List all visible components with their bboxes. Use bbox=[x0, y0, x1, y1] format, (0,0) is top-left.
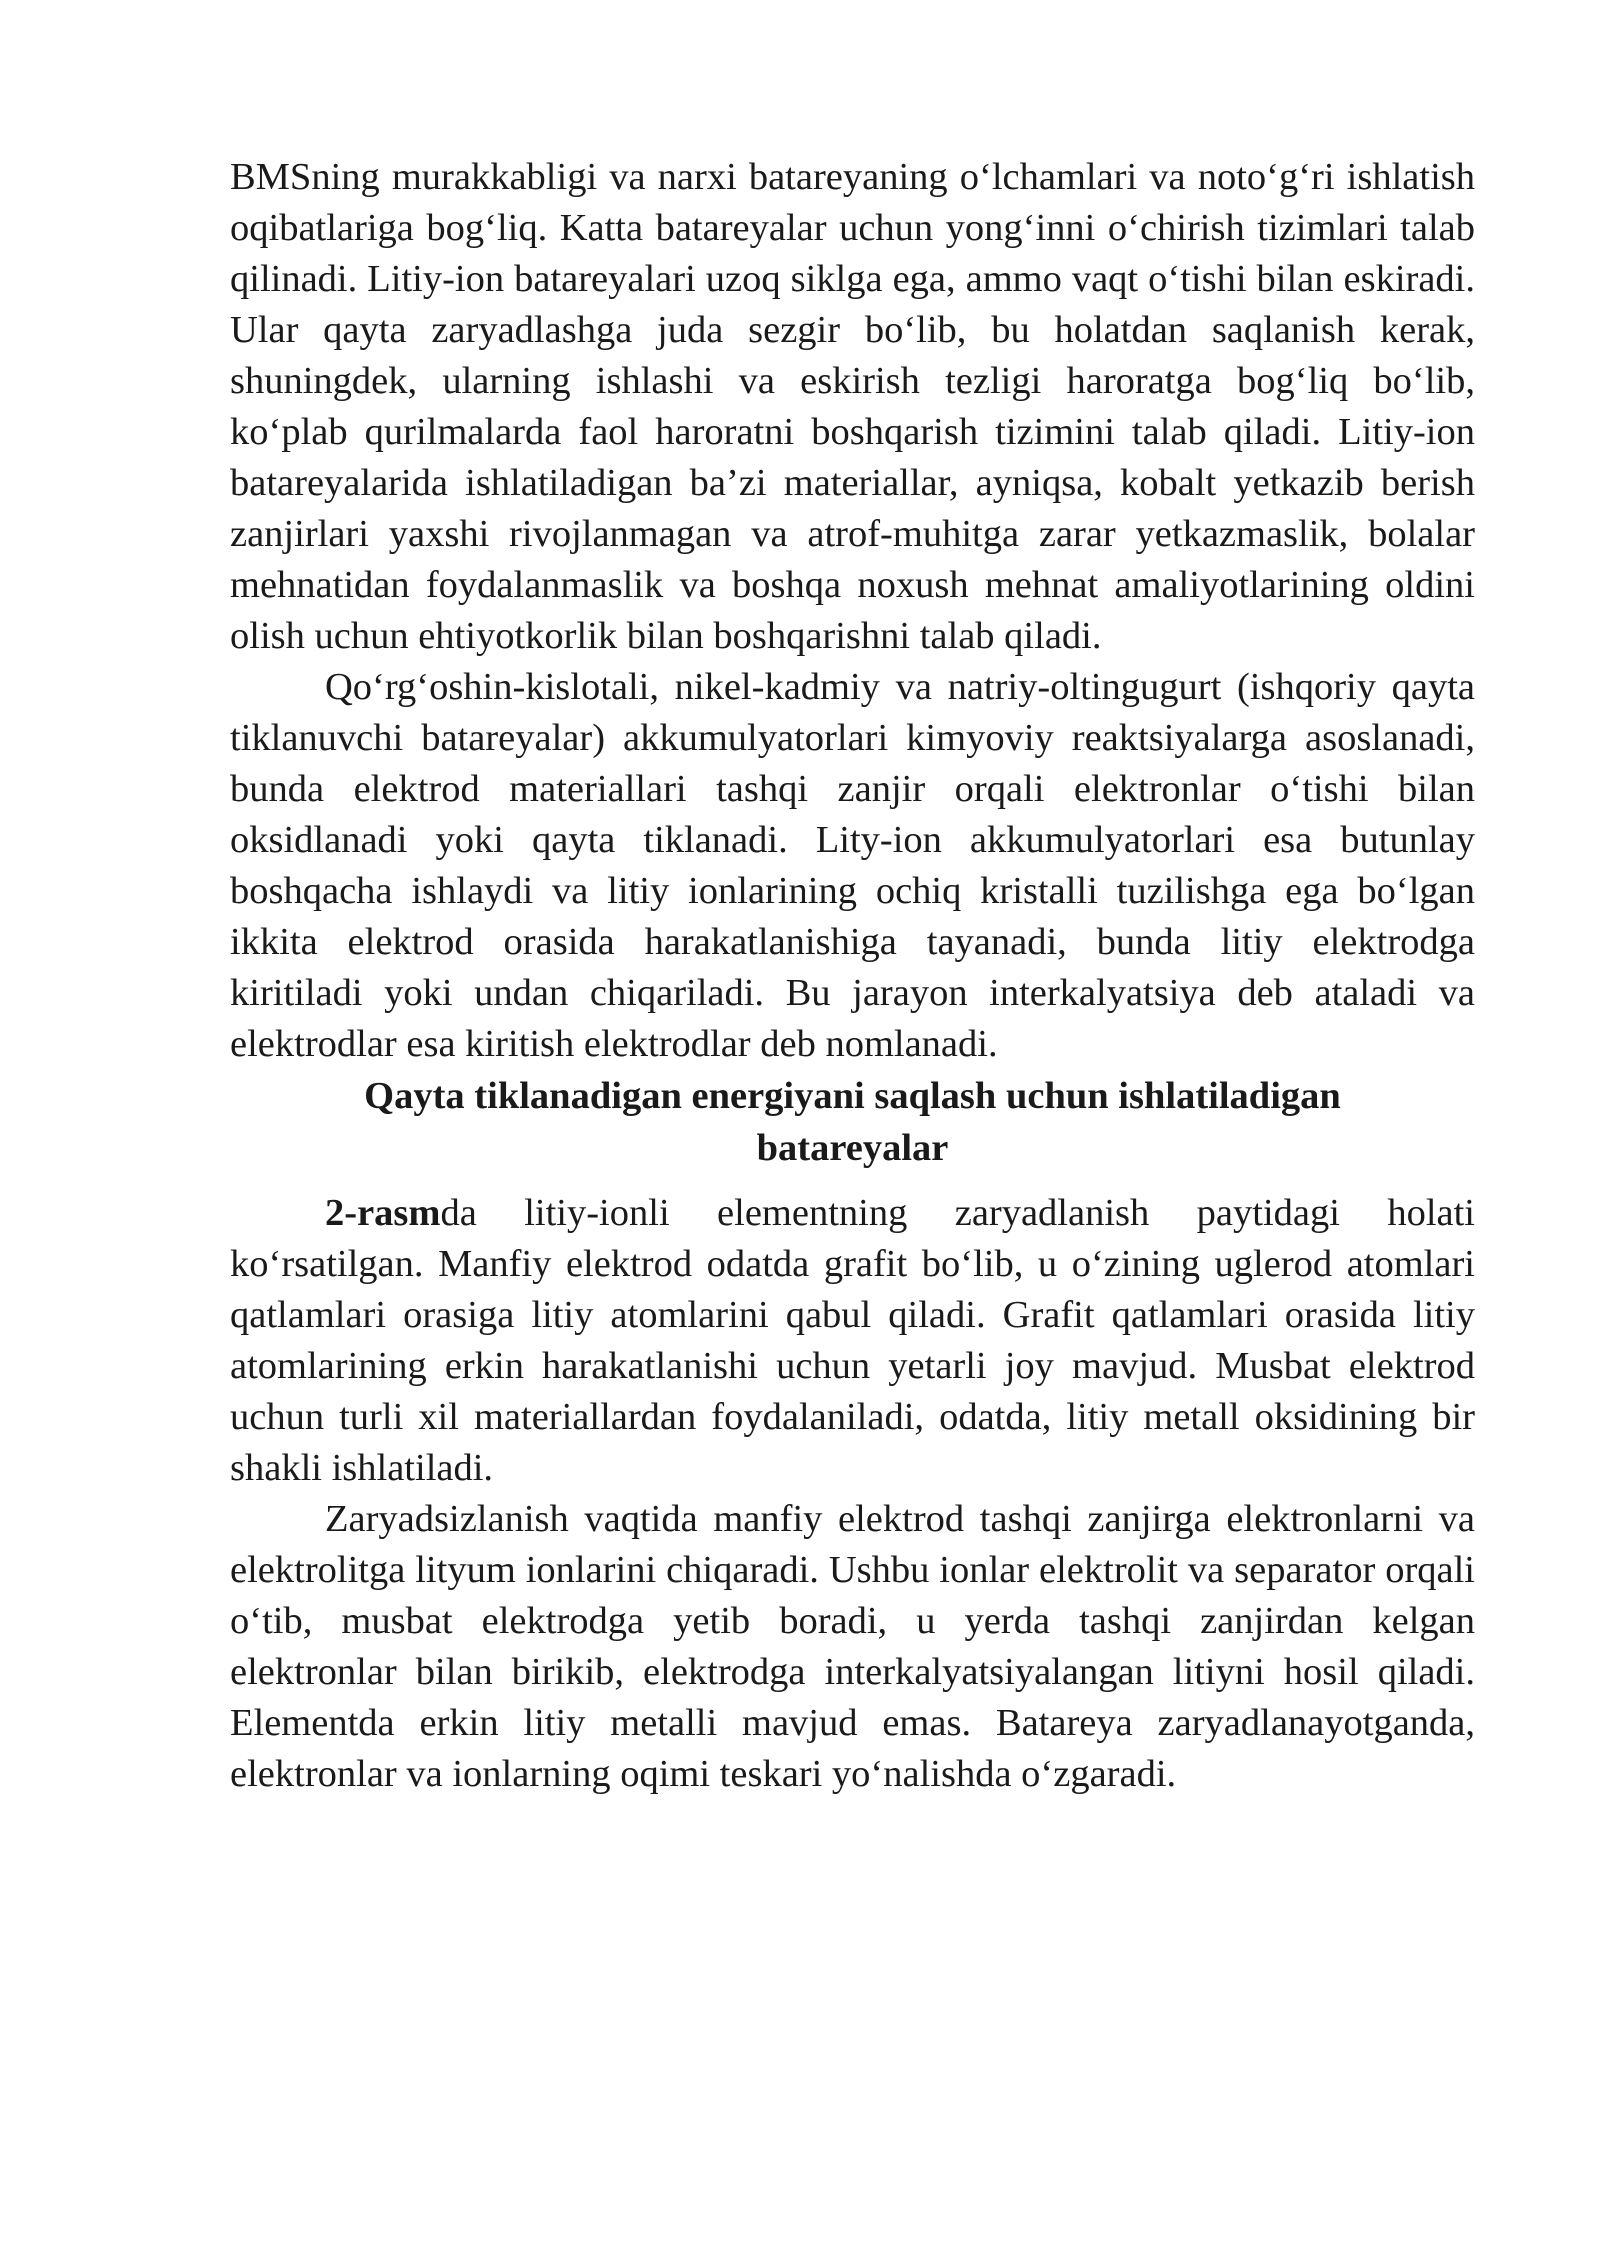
paragraph-discharge-process: Zaryadsizlanish vaqtida manfiy elektrod tashqi zanjirga elektronlarni va elektrolitga lityum ionlarini chiqaradi. Ushbu ionlar elektrolit va separator orqali o‘tib, musbat elektrodga yetib boradi, u yerda tashqi zanjirdan kelgan elektronlar bilan birikib, elektrodga interkalyatsiyalangan litiyni hosil qiladi. Elementda erkin litiy metalli mavjud emas. Batareya zaryadlanayotganda, elektronlar va ionlarning oqimi teskari yo‘nalishda o‘zgaradi. bbox=[230, 1498, 1475, 1795]
section-heading-line-2: batareyalar bbox=[756, 1127, 949, 1169]
paragraph-chemical-batteries: Qo‘rg‘oshin-kislotali, nikel-kadmiy va natriy-oltingugurt (ishqoriy qayta tiklanuvchi batareyalar) akkumulyatorlari kimyoviy reaktsiyalarga asoslanadi, bunda elektrod materiallari tashqi zanjir orqali elektronlar o‘tishi bilan oksidlanadi yoki qayta tiklanadi. Lity-ion akkumulyatorlari esa butunlay boshqacha ishlaydi va litiy ionlarining ochiq kristalli tuzilishga ega bo‘lgan ikkita elektrod orasida harakatlanishiga tayanadi, bunda litiy elektrodga kiritiladi yoki undan chiqariladi. Bu jarayon interkalyatsiya deb ataladi va elektrodlar esa kiritish elektrodlar deb nomlanadi. bbox=[230, 666, 1475, 1065]
paragraph-bms-complexity: BMSning murakkabligi va narxi batareyaning o‘lchamlari va noto‘g‘ri ishlatish oqibatlariga bog‘liq. Katta batareyalar uchun yong‘inni o‘chirish tizimlari talab qilinadi. Litiy-ion batareyalari uzoq siklga ega, ammo vaqt o‘tishi bilan eskiradi. Ular qayta zaryadlashga juda sezgir bo‘lib, bu holatdan saqlanish kerak, shuningdek, ularning ishlashi va eskirish tezligi haroratga bog‘liq bo‘lib, ko‘plab qurilmalarda faol haroratni boshqarish tizimini talab qiladi. Litiy-ion batareyalarida ishlatiladigan ba’zi materiallar, ayniqsa, kobalt yetkazib berish zanjirlari yaxshi rivojlanmagan va atrof-muhitga zarar yetkazmaslik, bolalar mehnatidan foydalanmaslik va boshqa noxush mehnat amaliyotlarining oldini olish uchun ehtiyotkorlik bilan boshqarishni talab qiladi. bbox=[230, 156, 1475, 657]
paragraph-figure-description bbox=[230, 1188, 1475, 1494]
figure-reference: 2-rasm bbox=[325, 1192, 441, 1234]
document-page bbox=[230, 152, 1475, 1800]
figure-paragraph-text: da litiy-ionli elementning zaryadlanish paytidagi holati ko‘rsatilgan. Manfiy elektrod odatda grafit bo‘lib, u o‘zining uglerod atomlari qatlamlari orasiga litiy atomlarini qabul qiladi. Grafit qatlamlari orasida litiy atomlarining erkin harakatlanishi uchun yetarli joy mavjud. Musbat elektrod uchun turli xil materiallardan foydalaniladi, odatda, litiy metall oksidining bir shakli ishlatiladi. bbox=[230, 1192, 1475, 1489]
section-heading-line-1: Qayta tiklanadigan energiyani saqlash uchun ishlatiladigan bbox=[364, 1075, 1341, 1117]
